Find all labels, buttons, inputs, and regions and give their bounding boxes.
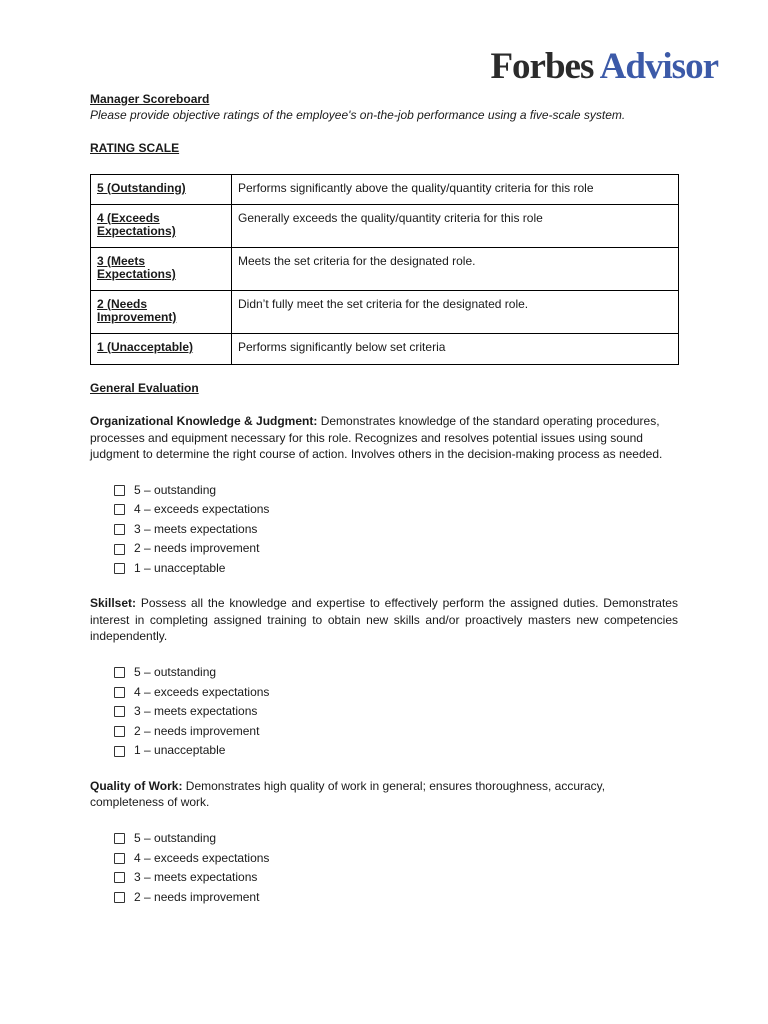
table-row	[91, 334, 679, 365]
rating-option-label: 1 – unacceptable	[134, 560, 226, 575]
rating-description: Meets the set criteria for the designated role.	[232, 248, 679, 291]
rating-option[interactable]	[114, 481, 678, 501]
document-body	[90, 92, 678, 907]
criterion-paragraph	[90, 595, 678, 645]
rating-options	[114, 829, 678, 907]
rating-label: 3 (Meets Expectations)	[91, 248, 232, 291]
rating-option-label: 3 – meets expectations	[134, 704, 258, 719]
forbes-advisor-logo	[490, 48, 718, 85]
rating-description: Performs significantly above the quality/quantity criteria for this role	[232, 175, 679, 205]
rating-description: Performs significantly below set criteria	[232, 334, 679, 365]
rating-option-label: 2 – needs improvement	[134, 723, 260, 738]
rating-option[interactable]	[114, 702, 678, 722]
criterion-heading: Quality of Work:	[90, 778, 183, 793]
criterion-text: Possess all the knowledge and expertise to effectively perform the assigned duties. Demonstrates interest in completing assigned training to obtain new skills and/or proactively masters new competencies independently.	[90, 596, 678, 644]
rating-option-label: 5 – outstanding	[134, 482, 217, 497]
document-title: Manager Scoreboard	[90, 92, 210, 106]
checkbox[interactable]	[114, 667, 125, 678]
criterion-paragraph	[90, 413, 678, 463]
rating-scale-heading: RATING SCALE	[90, 141, 180, 155]
checkbox[interactable]	[114, 544, 125, 555]
checkbox[interactable]	[114, 872, 125, 883]
rating-option-label: 4 – exceeds expectations	[134, 684, 270, 699]
criterion-heading: Skillset:	[90, 596, 137, 611]
criterion-paragraph	[90, 778, 678, 811]
rating-options	[114, 663, 678, 761]
table-row	[91, 205, 679, 248]
rating-options	[114, 481, 678, 579]
rating-option-label: 4 – exceeds expectations	[134, 850, 270, 865]
rating-label: 1 (Unacceptable)	[91, 334, 232, 365]
rating-label: 5 (Outstanding)	[91, 175, 232, 205]
general-evaluation-heading: General Evaluation	[90, 381, 199, 395]
rating-option[interactable]	[114, 559, 678, 579]
rating-option[interactable]	[114, 663, 678, 683]
criterion-text: Demonstrates high quality of work in general; ensures thoroughness, accuracy, completeness of work.	[90, 778, 606, 810]
rating-scale-table	[90, 174, 679, 365]
rating-option[interactable]	[114, 500, 678, 520]
checkbox[interactable]	[114, 833, 125, 844]
document-subtitle: Please provide objective ratings of the employee's on-the-job performance using a five-scale system.	[90, 108, 626, 122]
checkbox[interactable]	[114, 504, 125, 515]
criterion-heading: Organizational Knowledge & Judgment:	[90, 414, 318, 428]
rating-option-label: 2 – needs improvement	[134, 541, 260, 556]
checkbox[interactable]	[114, 892, 125, 903]
logo-advisor: Advisor	[599, 46, 718, 87]
rating-option[interactable]	[114, 741, 678, 761]
rating-option-label: 3 – meets expectations	[134, 521, 258, 536]
rating-option-label: 5 – outstanding	[134, 830, 217, 845]
rating-option-label: 3 – meets expectations	[134, 870, 258, 885]
rating-option-label: 1 – unacceptable	[134, 743, 226, 758]
rating-option[interactable]	[114, 829, 678, 849]
rating-option[interactable]	[114, 520, 678, 540]
rating-option[interactable]	[114, 539, 678, 559]
rating-label: 2 (Needs Improvement)	[91, 291, 232, 334]
rating-description: Didn’t fully meet the set criteria for the designated role.	[232, 291, 679, 334]
checkbox[interactable]	[114, 485, 125, 496]
rating-option-label: 5 – outstanding	[134, 664, 217, 679]
rating-option[interactable]	[114, 722, 678, 742]
rating-option-label: 2 – needs improvement	[134, 889, 260, 904]
checkbox[interactable]	[114, 706, 125, 717]
table-row	[91, 175, 679, 205]
checkbox[interactable]	[114, 726, 125, 737]
table-row	[91, 291, 679, 334]
rating-option-label: 4 – exceeds expectations	[134, 502, 270, 517]
checkbox[interactable]	[114, 687, 125, 698]
rating-option[interactable]	[114, 888, 678, 908]
logo-forbes: Forbes	[490, 46, 594, 87]
checkbox[interactable]	[114, 746, 125, 757]
table-row	[91, 248, 679, 291]
checkbox[interactable]	[114, 853, 125, 864]
rating-label: 4 (Exceeds Expectations)	[91, 205, 232, 248]
checkbox[interactable]	[114, 524, 125, 535]
rating-description: Generally exceeds the quality/quantity criteria for this role	[232, 205, 679, 248]
rating-option[interactable]	[114, 868, 678, 888]
rating-option[interactable]	[114, 683, 678, 703]
criterion-text: Demonstrates knowledge of the standard operating procedures, processes and equipment necessary for this role. Recognizes and resolves potential issues using sound judgment to determine the right course of action. Involves others in the decision-making process as needed.	[90, 414, 663, 461]
rating-option[interactable]	[114, 849, 678, 869]
checkbox[interactable]	[114, 563, 125, 574]
